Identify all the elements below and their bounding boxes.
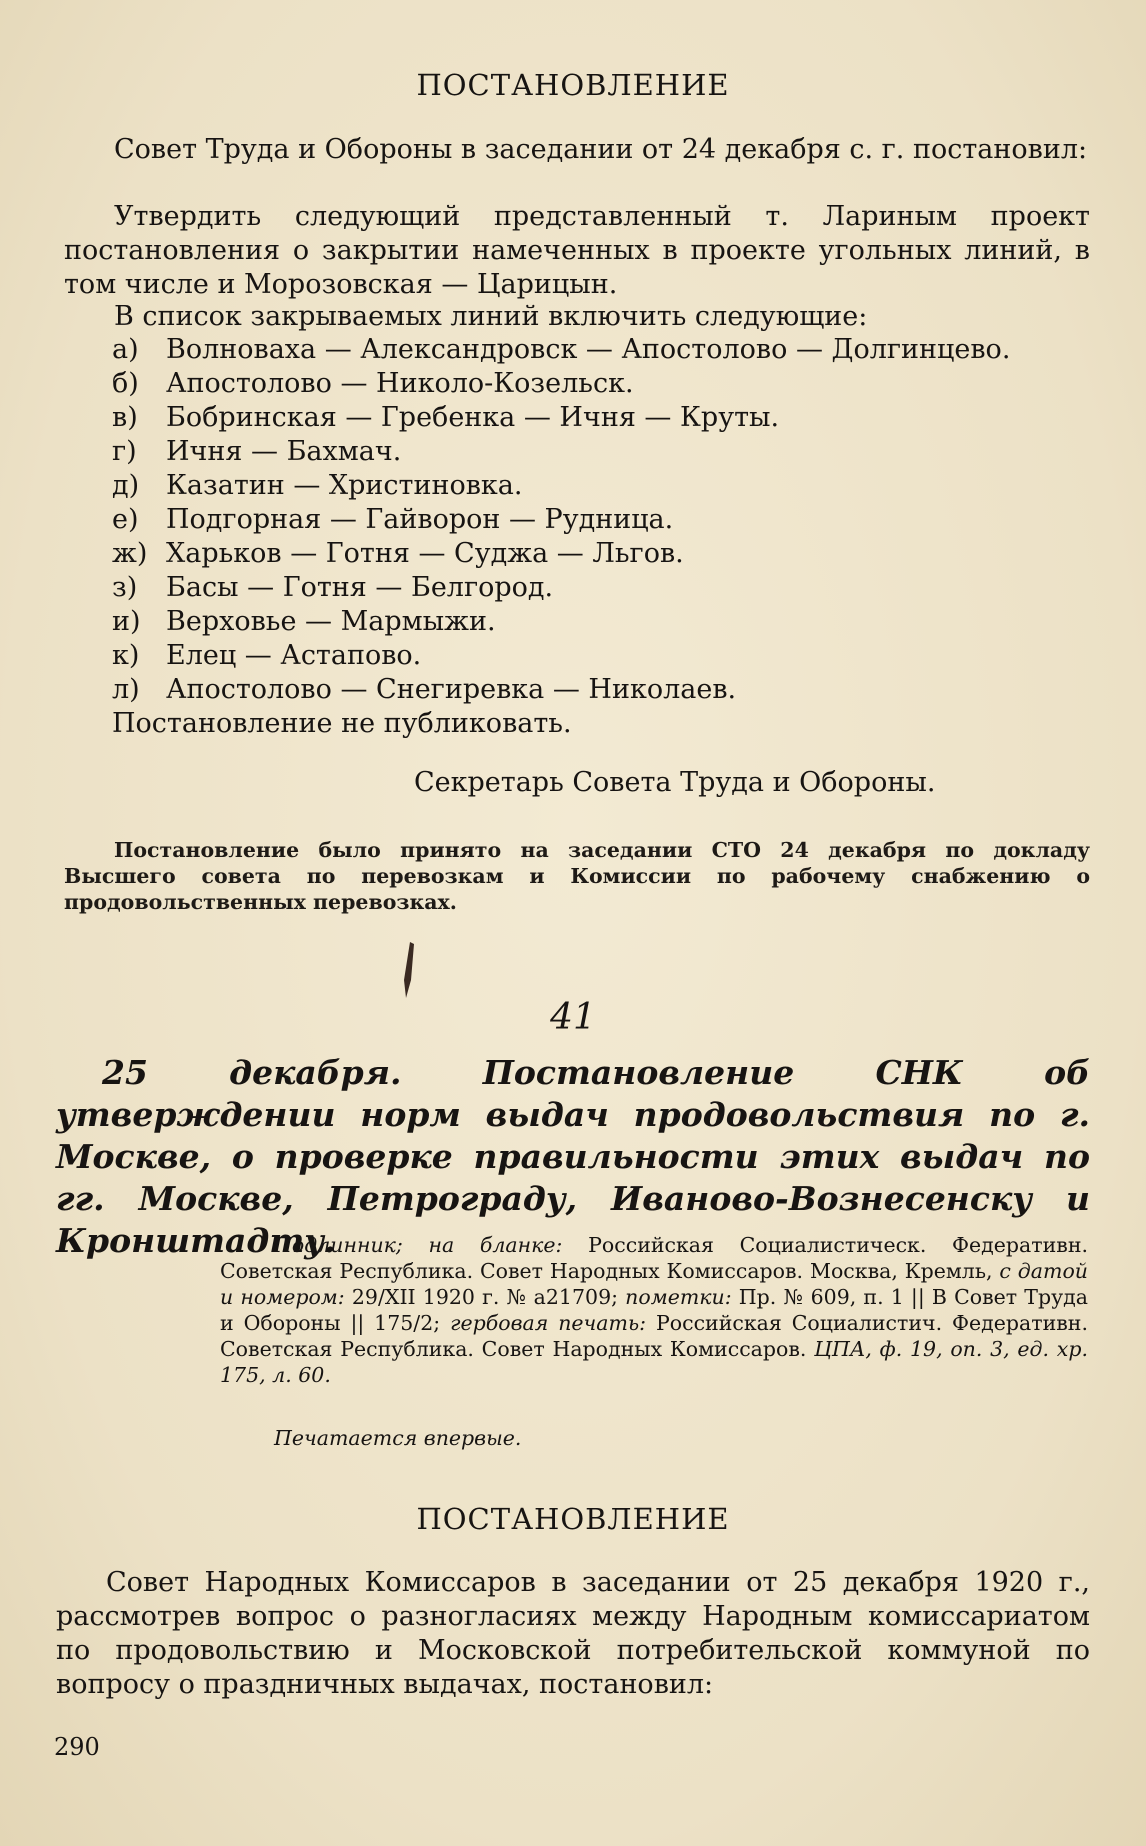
list-marker: к)	[112, 640, 140, 671]
section1-list-intro: В список закрываемых линий включить следующие:	[114, 301, 868, 332]
source-label-date: с датой и номером:	[220, 1259, 1088, 1309]
list-marker: г)	[112, 436, 137, 467]
list-item	[112, 333, 1010, 367]
list-marker: е)	[112, 504, 139, 535]
editorial-note: Постановление было принято на заседании СТО 24 декабря по докладу Высшего совета по перевозкам и Комиссии по рабочему снабжению о продовольственных перевозках.	[64, 838, 1090, 914]
list-item	[112, 537, 1010, 571]
list-marker: д)	[112, 470, 140, 501]
pen-mark-icon	[394, 940, 420, 1000]
list-item-text: Волноваха — Александровск — Апостолово — Долгинцево.	[166, 334, 1011, 365]
source-description	[220, 1232, 1088, 1388]
section1-approve-paragraph: Утвердить следующий представленный т. Лариным проект постановления о закрытии намеченных в проекте угольных линий, в том числе и Морозовская — Царицын.	[64, 201, 1090, 300]
page-number: 290	[54, 1733, 100, 1761]
section2-heading: ПОСТАНОВЛЕНИЕ	[416, 1502, 730, 1536]
list-item	[112, 571, 1010, 605]
list-marker: и)	[112, 606, 141, 637]
source-label-original: Подлинник; на бланке:	[274, 1233, 563, 1257]
list-item	[112, 673, 1010, 707]
section2-intro: Совет Народных Комиссаров в заседании от 25 декабря 1920 г., рассмотрев вопрос о разногласиях между Народным комиссариатом по продовольствию и Московской потребительской коммуной по вопросу о праздничных выдачах, постановил:	[56, 1567, 1090, 1700]
document-number: 41	[550, 997, 596, 1038]
list-item-text: Бобринская — Гребенка — Ичня — Круты.	[166, 402, 780, 433]
list-item	[112, 605, 1010, 639]
list-marker: а)	[112, 334, 139, 365]
source-archive: ЦПА, ф. 19, оп. 3, ед. хр. 175, л. 60.	[220, 1337, 1088, 1387]
list-marker: в)	[112, 402, 138, 433]
list-item-text: Апостолово — Снегиревка — Николаев.	[166, 674, 737, 705]
list-item-text: Апостолово — Николо-Козельск.	[166, 368, 634, 399]
list-marker: б)	[112, 368, 139, 399]
no-publish-note: Постановление не публиковать.	[112, 708, 572, 739]
list-item-text: Елец — Астапово.	[166, 640, 422, 671]
list-marker: з)	[112, 572, 138, 603]
list-marker: л)	[112, 674, 140, 705]
list-item	[112, 401, 1010, 435]
source-label-marks: пометки:	[625, 1285, 732, 1309]
source-marks-text: Пр. № 609, п. 1 || В Совет Труда и Обороны || 175/2;	[220, 1285, 1088, 1335]
list-item	[112, 435, 1010, 469]
secretary-signature: Секретарь Совета Труда и Обороны.	[414, 767, 936, 798]
list-item-text: Подгорная — Гайворон — Рудница.	[166, 504, 674, 535]
list-item-text: Басы — Готня — Белгород.	[166, 572, 554, 603]
list-item	[112, 469, 1010, 503]
list-item-text: Казатин — Христиновка.	[166, 470, 523, 501]
printed-first-note: Печатается впервые.	[274, 1426, 522, 1450]
section1-intro: Совет Труда и Обороны в заседании от 24 декабря с. г. постановил:	[114, 134, 1088, 165]
source-blank-text: Российская Социалистическ. Федеративн. Советская Республика. Совет Народных Комиссаров. Москва, Кремль,	[220, 1233, 1089, 1283]
source-label-seal: гербовая печать:	[450, 1311, 647, 1335]
list-marker: ж)	[112, 538, 148, 569]
list-item-text: Харьков — Готня — Суджа — Льгов.	[166, 538, 684, 569]
source-seal-text: Российская Социалистич. Федеративн. Советская Республика. Совет Народных Комиссаров.	[220, 1311, 1088, 1361]
source-date-text: 29/XII 1920 г. № а21709;	[351, 1285, 619, 1309]
document-title: 25 декабря. Постановление СНК об утверждении норм выдач продовольствия по г. Москве, о проверке правильности этих выдач по гг. Москве, Петрограду, Иваново-Вознесенску и Кронштадту.	[56, 1053, 1090, 1260]
list-item-text: Ичня — Бахмач.	[166, 436, 402, 467]
section1-heading: ПОСТАНОВЛЕНИЕ	[416, 68, 730, 102]
list-item	[112, 639, 1010, 673]
list-item	[112, 367, 1010, 401]
list-item-text: Верховье — Мармыжи.	[166, 606, 496, 637]
railway-lines-list	[112, 333, 1010, 707]
list-item	[112, 503, 1010, 537]
